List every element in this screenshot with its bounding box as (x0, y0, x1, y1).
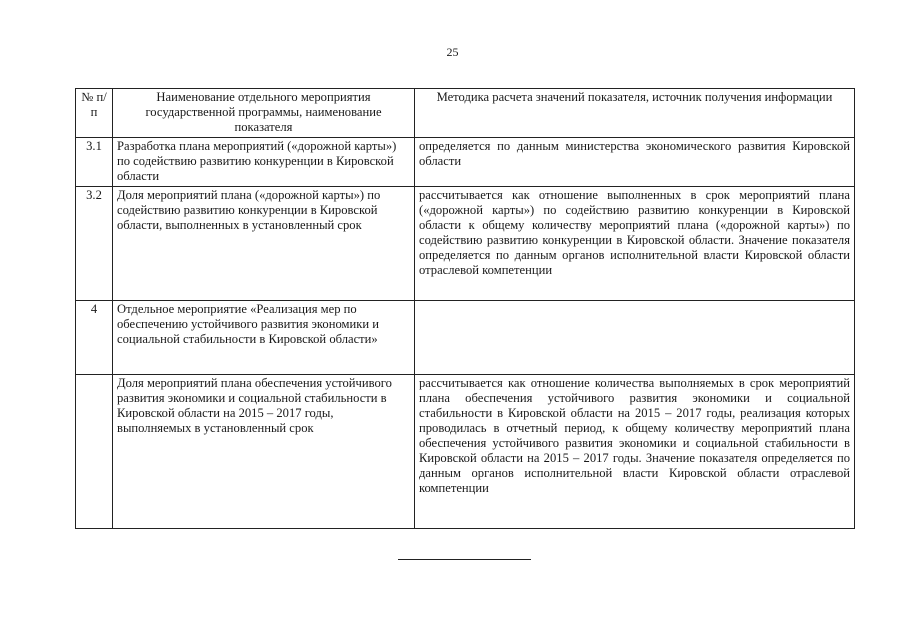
row-name: Разработка плана мероприятий («дорожной карты») по содействию развитию конкуренции в Кировской области (113, 138, 415, 187)
row-number (76, 375, 113, 529)
row-name: Доля мероприятий плана обеспечения устойчивого развития экономики и социальной стабильности в Кировской области на 2015 – 2017 годы, выполняемых в установленный срок (113, 375, 415, 529)
table-row (76, 375, 855, 529)
row-number: 3.1 (76, 138, 113, 187)
page-number: 25 (446, 45, 459, 59)
header-number: № п/п (76, 89, 113, 138)
table-header-row (76, 89, 855, 138)
row-number: 3.2 (76, 187, 113, 301)
row-name: Доля мероприятий плана («дорожной карты») по содействию развитию конкуренции в Кировской области, выполненных в установленный срок (113, 187, 415, 301)
indicator-methodology-table (75, 88, 855, 529)
row-method: рассчитывается как отношение выполненных в срок мероприятий плана («дорожной карты») по содействию развитию конкуренции в Кировской области к общему количеству мероприятий плана («дорожной карты») по содействию развитию конкуренции в Кировской области. Значение показателя определяется по данным органов исполнительной власти Кировской области отраслевой компетенции (415, 187, 855, 301)
row-method: определяется по данным министерства экономического развития Кировской области (415, 138, 855, 187)
header-method: Методика расчета значений показателя, источник получения информации (415, 89, 855, 138)
row-method: рассчитывается как отношение количества выполняемых в срок мероприятий плана обеспечения устойчивого развития экономики и социальной стабильности в Кировской области на 2015 – 2017 годы, реализация которых проводилась в отчетный период, к общему количеству мероприятий плана обеспечения устойчивого развития экономики и социальной стабильности в Кировской области на 2015 – 2017 годы. Значение показателя определяется по данным органов исполнительной власти Кировской области отраслевой компетенции (415, 375, 855, 529)
footer-divider (398, 559, 531, 560)
table-row (76, 301, 855, 375)
row-method (415, 301, 855, 375)
row-name: Отдельное мероприятие «Реализация мер по обеспечению устойчивого развития экономики и социальной стабильности в Кировской области» (113, 301, 415, 375)
table-row (76, 138, 855, 187)
header-name: Наименование отдельного мероприятия государственной программы, наименование показателя (113, 89, 415, 138)
row-number: 4 (76, 301, 113, 375)
table-row (76, 187, 855, 301)
